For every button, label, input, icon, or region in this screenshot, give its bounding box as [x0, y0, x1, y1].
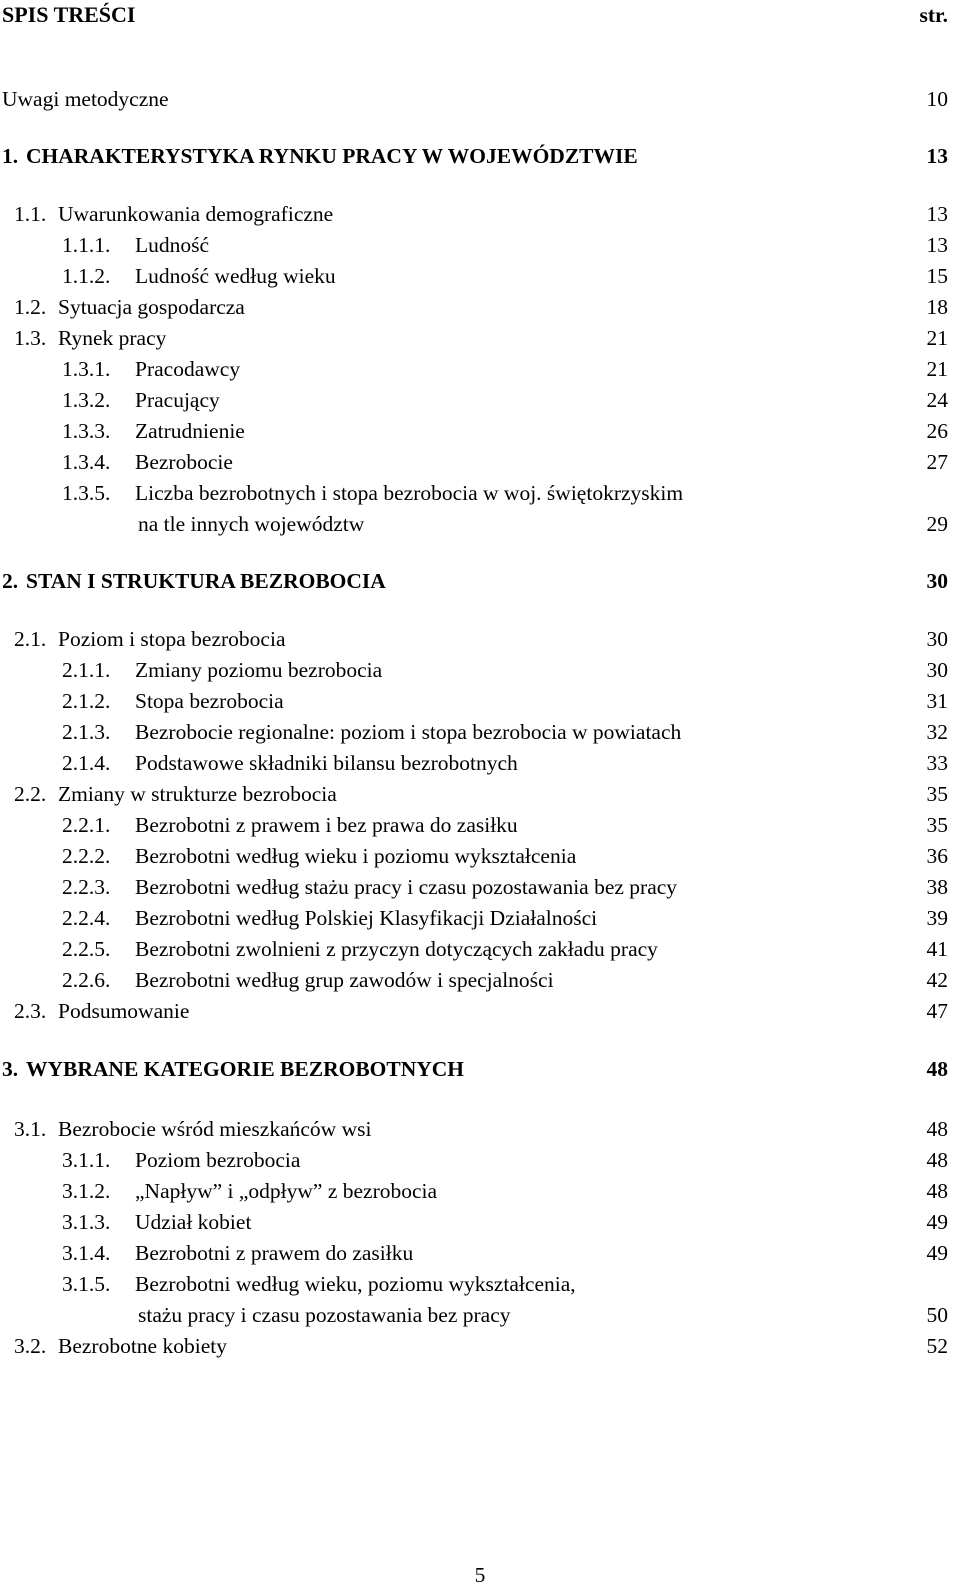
toc-entry-page: 13	[926, 233, 948, 257]
toc-entry	[0, 478, 960, 508]
toc-entry-number: 2.1.2.	[62, 689, 111, 713]
toc-entry-page: 50	[926, 1303, 948, 1327]
toc-entry-page: 29	[926, 512, 948, 536]
toc-entry-number: 2.1.1.	[62, 658, 111, 682]
toc-entry	[0, 292, 960, 322]
toc-entry	[0, 509, 960, 539]
toc-entry-page: 35	[926, 813, 948, 837]
toc-entry	[0, 903, 960, 933]
toc-entry-label: Bezrobotni z prawem i bez prawa do zasiłku	[135, 813, 518, 837]
toc-chapter-heading	[0, 566, 960, 596]
page-column-label: str.	[919, 3, 948, 27]
toc-entry-page: 27	[926, 450, 948, 474]
toc-entry	[0, 1176, 960, 1206]
toc-entry-label: Bezrobocie regionalne: poziom i stopa bezrobocia w powiatach	[135, 720, 682, 744]
toc-entry-label: CHARAKTERYSTYKA RYNKU PRACY W WOJEWÓDZTWIE	[26, 144, 638, 168]
toc-entry	[0, 261, 960, 291]
toc-entry-page: 48	[926, 1179, 948, 1203]
toc-entry-label: Bezrobotni według wieku, poziomu wykształcenia,	[135, 1272, 576, 1296]
toc-entry-label: Rynek pracy	[58, 326, 167, 350]
toc-entry	[0, 323, 960, 353]
toc-entry	[0, 416, 960, 446]
toc-entry-number: 1.3.4.	[62, 450, 111, 474]
toc-entry-label: Sytuacja gospodarcza	[58, 295, 245, 319]
toc-entry-number: 1.	[2, 144, 19, 168]
toc-entry-number: 1.1.1.	[62, 233, 111, 257]
toc-entry-label: Pracujący	[135, 388, 220, 412]
toc-entry-label: Bezrobotni według wieku i poziomu wykształcenia	[135, 844, 577, 868]
toc-entry	[0, 779, 960, 809]
toc-entry	[0, 655, 960, 685]
toc-entry-page: 30	[926, 658, 948, 682]
toc-entry	[0, 1145, 960, 1175]
toc-entry-page: 24	[926, 388, 948, 412]
toc-entry-page: 48	[926, 1057, 948, 1081]
toc-entry-label: Bezrobocie	[135, 450, 233, 474]
toc-entry	[0, 230, 960, 260]
toc-entry-label: Poziom bezrobocia	[135, 1148, 301, 1172]
toc-entry	[0, 686, 960, 716]
toc-entry	[0, 872, 960, 902]
toc-entry	[0, 1207, 960, 1237]
toc-entry-label: Ludność	[135, 233, 210, 257]
toc-entry-number: 2.2.	[14, 782, 47, 806]
toc-entry-label: STAN I STRUKTURA BEZROBOCIA	[26, 569, 386, 593]
toc-entry-number: 3.	[2, 1057, 19, 1081]
toc-entry	[0, 624, 960, 654]
toc-entry-label: Zmiany poziomu bezrobocia	[135, 658, 383, 682]
toc-entry-number: 3.1.5.	[62, 1272, 111, 1296]
toc-chapter-heading	[0, 1054, 960, 1084]
toc-entry-page: 41	[926, 937, 948, 961]
toc-entry-page: 13	[926, 202, 948, 226]
toc-entry-page: 49	[926, 1210, 948, 1234]
toc-entry-page: 36	[926, 844, 948, 868]
toc-entry-label: na tle innych województw	[138, 512, 365, 536]
toc-entry	[0, 965, 960, 995]
toc-entry-label: „Napływ” i „odpływ” z bezrobocia	[135, 1179, 438, 1203]
toc-entry-page: 32	[926, 720, 948, 744]
toc-entry-label: Bezrobotni według Polskiej Klasyfikacji Działalności	[135, 906, 598, 930]
toc-entry-page: 42	[926, 968, 948, 992]
toc-entry-page: 49	[926, 1241, 948, 1265]
toc-entry-label: Uwagi metodyczne	[2, 87, 169, 111]
toc-entry-label: Bezrobotne kobiety	[58, 1334, 227, 1358]
toc-entry-number: 3.2.	[14, 1334, 47, 1358]
toc-entry-label: Uwarunkowania demograficzne	[58, 202, 334, 226]
toc-entry-number: 2.2.5.	[62, 937, 111, 961]
toc-entry-number: 2.2.6.	[62, 968, 111, 992]
toc-entry	[0, 1238, 960, 1268]
toc-entry-label: Bezrobotni według stażu pracy i czasu pozostawania bez pracy	[135, 875, 678, 899]
toc-entry-number: 1.1.	[14, 202, 47, 226]
toc-entry-label: Podsumowanie	[58, 999, 190, 1023]
toc-entry-number: 1.3.1.	[62, 357, 111, 381]
toc-entry-label: Ludność według wieku	[135, 264, 336, 288]
toc-title: SPIS TREŚCI	[2, 2, 136, 27]
toc-entry-page: 15	[926, 264, 948, 288]
toc-entry-label: WYBRANE KATEGORIE BEZROBOTNYCH	[26, 1057, 465, 1081]
toc-entry	[0, 748, 960, 778]
toc-entry-page: 31	[926, 689, 948, 713]
toc-entry-label: Zatrudnienie	[135, 419, 245, 443]
toc-entry	[0, 1269, 960, 1299]
toc-entry-label: Bezrobotni według grup zawodów i specjalności	[135, 968, 554, 992]
toc-entry-number: 3.1.	[14, 1117, 47, 1141]
toc-entry-label: Bezrobotni z prawem do zasiłku	[135, 1241, 414, 1265]
toc-entry-page: 30	[926, 569, 948, 593]
toc-entry-label: Bezrobocie wśród mieszkańców wsi	[58, 1117, 372, 1141]
toc-entry	[0, 199, 960, 229]
toc-entry-number: 3.1.4.	[62, 1241, 111, 1265]
toc-entry-number: 1.3.	[14, 326, 47, 350]
toc-entry-number: 2.2.2.	[62, 844, 111, 868]
toc-entry-page: 13	[926, 144, 948, 168]
toc-entry-label: Stopa bezrobocia	[135, 689, 284, 713]
toc-entry-number: 2.1.	[14, 627, 47, 651]
toc-entry	[0, 934, 960, 964]
toc-entry-label: Bezrobotni zwolnieni z przyczyn dotyczących zakładu pracy	[135, 937, 658, 961]
toc-entry-page: 10	[926, 87, 948, 111]
toc-entry	[0, 1331, 960, 1361]
toc-entry	[0, 810, 960, 840]
toc-header	[0, 0, 960, 30]
toc-entry-label: Poziom i stopa bezrobocia	[58, 627, 286, 651]
toc-entry	[0, 84, 960, 114]
toc-entry-page: 33	[926, 751, 948, 775]
toc-entry	[0, 841, 960, 871]
toc-entry-page: 47	[926, 999, 948, 1023]
toc-entry-page: 30	[926, 627, 948, 651]
toc-entry-number: 3.1.2.	[62, 1179, 111, 1203]
toc-chapter-heading	[0, 141, 960, 171]
toc-entry-number: 2.2.1.	[62, 813, 111, 837]
toc-entry-number: 3.1.3.	[62, 1210, 111, 1234]
toc-entry-label: Udział kobiet	[135, 1210, 252, 1234]
toc-entry-number: 2.1.4.	[62, 751, 111, 775]
toc-entry-label: Zmiany w strukturze bezrobocia	[58, 782, 337, 806]
toc-entry-page: 38	[926, 875, 948, 899]
toc-entry-label: Pracodawcy	[135, 357, 241, 381]
toc-entry-page: 18	[926, 295, 948, 319]
toc-entry-page: 52	[926, 1334, 948, 1358]
toc-entry-number: 2.1.3.	[62, 720, 111, 744]
toc-entry-number: 1.3.5.	[62, 481, 111, 505]
toc-entry-number: 1.3.3.	[62, 419, 111, 443]
toc-entry	[0, 385, 960, 415]
toc-entry-number: 2.2.4.	[62, 906, 111, 930]
toc-entry-page: 21	[926, 357, 948, 381]
toc-entry	[0, 354, 960, 384]
toc-entry-label: Podstawowe składniki bilansu bezrobotnych	[135, 751, 518, 775]
toc-entry-page: 35	[926, 782, 948, 806]
toc-entry-page: 21	[926, 326, 948, 350]
toc-entry-page: 39	[926, 906, 948, 930]
toc-entry-number: 2.	[2, 569, 19, 593]
toc-entry-label: Liczba bezrobotnych i stopa bezrobocia w woj. świętokrzyskim	[135, 481, 684, 505]
toc-entry-page: 48	[926, 1148, 948, 1172]
toc-entry	[0, 447, 960, 477]
toc-entry-page: 48	[926, 1117, 948, 1141]
toc-entry-number: 3.1.1.	[62, 1148, 111, 1172]
toc-entry	[0, 1300, 960, 1330]
toc-entry-number: 2.3.	[14, 999, 47, 1023]
toc-entry-number: 1.1.2.	[62, 264, 111, 288]
toc-entry-number: 1.3.2.	[62, 388, 111, 412]
toc-entry-label: stażu pracy i czasu pozostawania bez pracy	[138, 1303, 511, 1327]
toc-entry-number: 2.2.3.	[62, 875, 111, 899]
toc-entry	[0, 996, 960, 1026]
toc-entry	[0, 717, 960, 747]
toc-entry	[0, 1114, 960, 1144]
toc-entry-page: 26	[926, 419, 948, 443]
page-number: 5	[474, 1563, 486, 1587]
toc-entry-number: 1.2.	[14, 295, 47, 319]
